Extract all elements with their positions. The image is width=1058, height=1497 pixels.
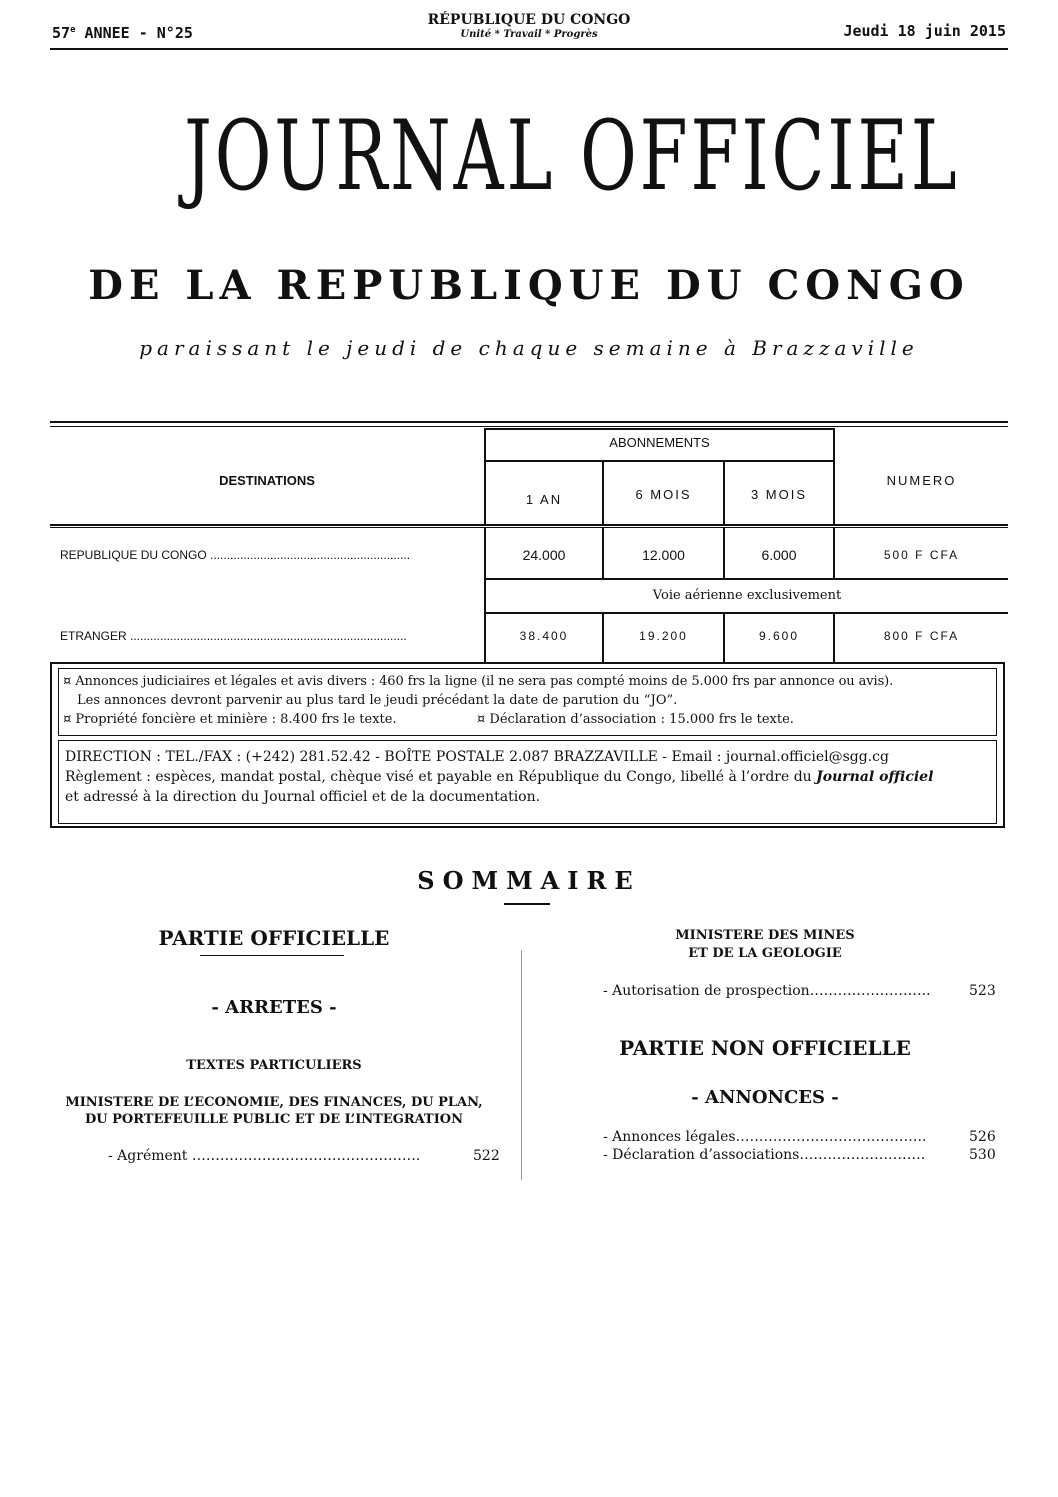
masthead-tagline: paraissant le jeudi de chaque semaine à Brazzaville <box>139 336 919 360</box>
partie-non-officielle-heading: PARTIE NON OFFICIELLE <box>619 1036 911 1060</box>
ministere-economie-line-2: DU PORTEFEUILLE PUBLIC ET DE L’INTEGRATION <box>84 1112 463 1127</box>
direction-line: DIRECTION : TEL./FAX : (+242) 281.52.42 - BOÎTE POSTALE 2.087 BRAZZAVILLE - Email : journal.officiel@sgg.cg <box>65 749 889 765</box>
divider <box>200 955 344 956</box>
toc-item-annonces-legales[interactable]: - Annonces légales………………………………….. <box>603 1129 927 1145</box>
row-congo-destination: REPUBLIQUE DU CONGO ............................................................ <box>60 548 411 562</box>
ministere-mines-line-2: ET DE LA GEOLOGIE <box>688 946 842 961</box>
toc-page-declaration-associations: 530 <box>969 1147 996 1163</box>
partie-officielle-heading: PARTIE OFFICIELLE <box>158 926 390 950</box>
info-box <box>50 662 1005 828</box>
row-congo-1an: 24.000 <box>522 547 566 563</box>
payment-line: Règlement : espèces, mandat postal, chèque visé et payable en République du Congo, libellé à l’ordre du Journal officiel <box>65 769 934 785</box>
divider <box>504 903 550 905</box>
subscription-table <box>50 428 1008 662</box>
annonces-heading: - ANNONCES - <box>691 1087 839 1108</box>
row-congo-3mois: 6.000 <box>761 547 797 563</box>
rate-line-2: Les annonces devront parvenir au plus tard le jeudi précédant la date de parution du “JO”. <box>77 693 678 708</box>
ministere-economie-line-1: MINISTERE DE L’ECONOMIE, DES FINANCES, DU PLAN, <box>65 1095 483 1110</box>
direction-contact <box>58 740 997 824</box>
toc-page-annonces-legales: 526 <box>969 1129 996 1145</box>
rate-line-1: ¤ Annonces judiciaires et légales et avis divers : 460 frs la ligne (il ne sera pas compté moins de 5.000 frs par annonce ou avis). <box>63 674 894 689</box>
col-destinations: DESTINATIONS <box>219 473 315 488</box>
announcement-rates <box>58 668 997 736</box>
col-6-mois: 6 MOIS <box>635 487 692 502</box>
ministere-mines-line-1: MINISTERE DES MINES <box>675 928 855 943</box>
row-etranger-numero: 800 F CFA <box>883 629 960 643</box>
row-etranger-1an: 38.400 <box>519 629 569 643</box>
top-bar <box>50 12 1008 50</box>
col-3-mois: 3 MOIS <box>750 487 808 502</box>
toc-page-agrement: 522 <box>473 1148 500 1164</box>
row-etranger-6mois: 19.200 <box>639 629 688 643</box>
toc-page-prospection: 523 <box>969 983 996 999</box>
column-divider <box>521 950 522 1180</box>
masthead-title: JOURNAL OFFICIEL <box>184 100 960 212</box>
toc-item-declaration-associations[interactable]: - Déclaration d’associations……………………… <box>603 1147 926 1163</box>
national-motto: Unité * Travail * Progrès <box>460 29 598 40</box>
row-congo-6mois: 12.000 <box>642 547 685 563</box>
country-name: RÉPUBLIQUE DU CONGO <box>427 12 631 28</box>
textes-particuliers-heading: TEXTES PARTICULIERS <box>186 1058 362 1073</box>
masthead-subtitle: DE LA REPUBLIQUE DU CONGO <box>88 262 970 309</box>
address-line: et adressé à la direction du Journal officiel et de la documentation. <box>65 789 541 805</box>
rate-association: ¤ Déclaration d’association : 15.000 frs le texte. <box>477 712 794 727</box>
col-1-an: 1 AN <box>525 492 563 507</box>
col-abonnements: ABONNEMENTS <box>609 435 710 450</box>
issue-number: 57e ANNEE - N°25 <box>52 24 193 42</box>
rate-land: ¤ Propriété foncière et minière : 8.400 frs le texte. <box>63 712 397 727</box>
row-congo-numero: 500 F CFA <box>883 548 960 562</box>
toc-item-agrement[interactable]: - Agrément …………………………………………. <box>108 1148 421 1164</box>
toc-item-prospection[interactable]: - Autorisation de prospection…………………….. <box>603 983 931 999</box>
issue-date: Jeudi 18 juin 2015 <box>843 22 1006 40</box>
divider <box>50 426 1008 427</box>
sommaire-title: SOMMAIRE <box>417 866 641 895</box>
col-numero: NUMERO <box>886 473 957 488</box>
arretes-heading: - ARRETES - <box>211 997 337 1018</box>
divider <box>50 421 1008 423</box>
row-etranger-3mois: 9.600 <box>758 629 800 643</box>
row-etranger-destination: ETRANGER ................................................................................... <box>60 629 407 643</box>
air-mail-note: Voie aérienne exclusivement <box>652 588 842 603</box>
